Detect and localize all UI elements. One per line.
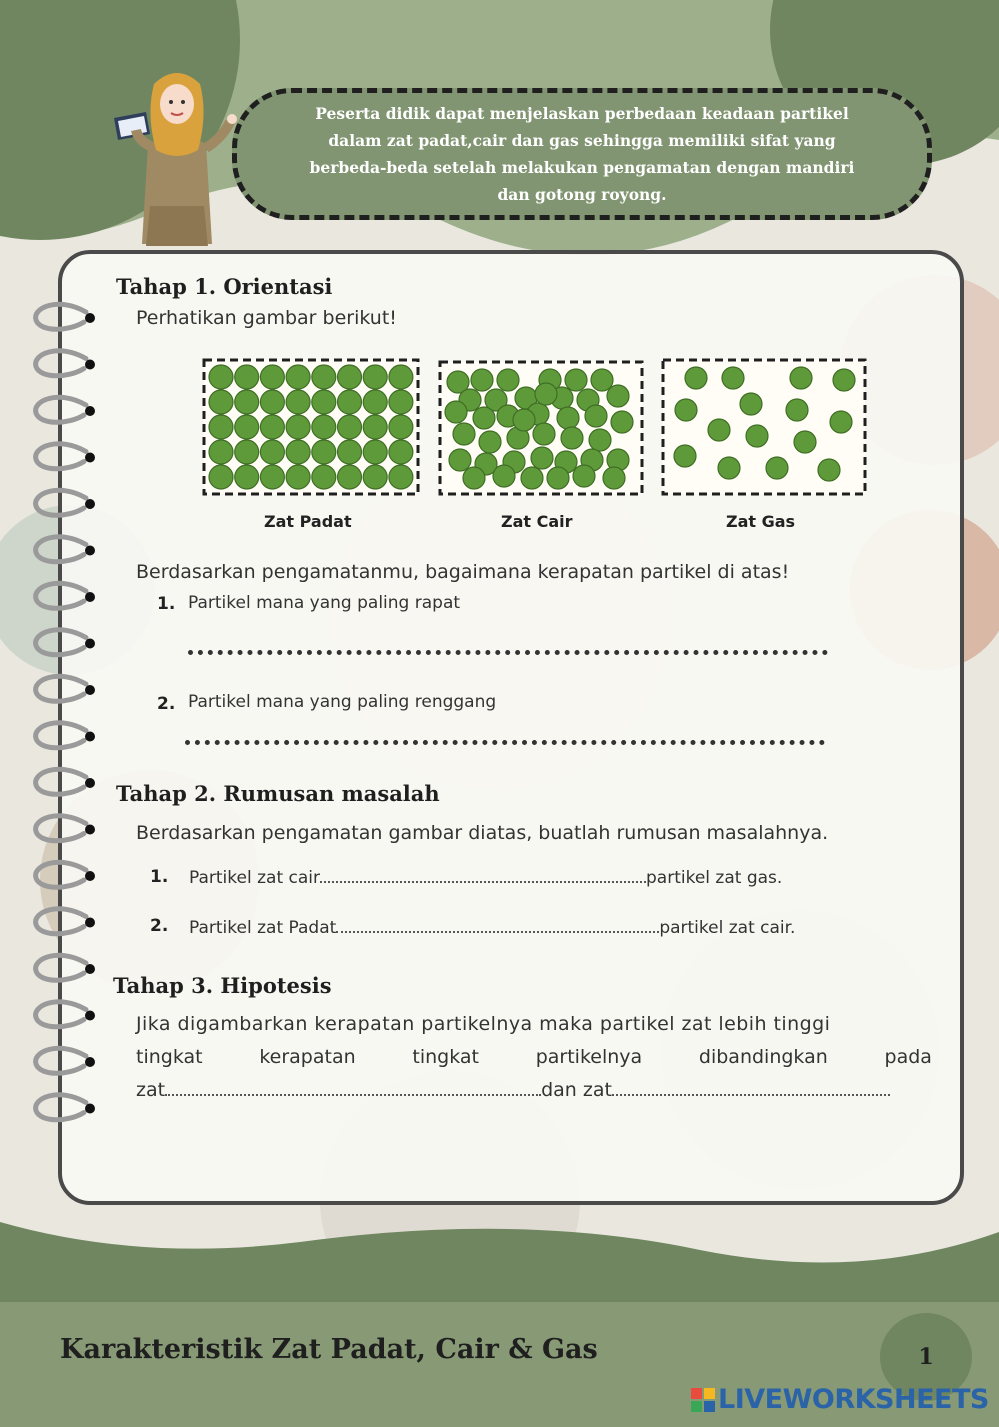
hypothesis-word: tingkat bbox=[136, 1046, 203, 1068]
particle bbox=[312, 440, 336, 464]
problem-1-line bbox=[189, 867, 782, 888]
spiral-ring bbox=[36, 444, 86, 469]
question-1-text: Partikel mana yang paling rapat bbox=[188, 593, 461, 613]
particle bbox=[209, 415, 233, 439]
particle bbox=[363, 440, 387, 464]
solid-label: Zat Padat bbox=[264, 512, 352, 531]
spiral-hole bbox=[85, 778, 95, 788]
particle bbox=[589, 429, 611, 451]
spiral-ring bbox=[36, 583, 86, 608]
particle bbox=[363, 415, 387, 439]
problem-2-input[interactable] bbox=[336, 917, 659, 933]
particle bbox=[235, 365, 259, 389]
teacher-illustration bbox=[110, 66, 245, 248]
gas-label: Zat Gas bbox=[726, 512, 796, 531]
spiral-hole bbox=[85, 499, 95, 509]
problem-1-end: partikel zat gas. bbox=[646, 868, 783, 888]
particle bbox=[338, 390, 362, 414]
spiral-hole bbox=[85, 592, 95, 602]
particle bbox=[790, 367, 812, 389]
spiral-hole bbox=[85, 732, 95, 742]
spiral-hole bbox=[85, 918, 95, 928]
learning-objective-box bbox=[232, 88, 932, 220]
problem-2-line bbox=[189, 917, 795, 938]
particle bbox=[260, 390, 284, 414]
question-1-number: 1. bbox=[157, 594, 176, 614]
solid-particles-diagram bbox=[202, 358, 420, 496]
hypothesis-line-1-text: Jika digambarkan kerapatan partikelnya maka partikel zat lebih tinggi bbox=[136, 1013, 831, 1035]
particle bbox=[312, 465, 336, 489]
particle bbox=[585, 405, 607, 427]
spiral-ring bbox=[36, 909, 86, 934]
particle bbox=[338, 365, 362, 389]
particle bbox=[286, 365, 310, 389]
particle bbox=[235, 390, 259, 414]
particle bbox=[521, 467, 543, 489]
particle bbox=[479, 431, 501, 453]
spiral-hole bbox=[85, 1057, 95, 1067]
particle bbox=[312, 390, 336, 414]
tahap1-heading: Tahap 1. Orientasi bbox=[116, 274, 333, 299]
particle bbox=[685, 367, 707, 389]
particle bbox=[573, 465, 595, 487]
particle bbox=[363, 390, 387, 414]
spiral-hole bbox=[85, 685, 95, 695]
spiral-binding-icon bbox=[28, 292, 108, 1142]
particle bbox=[338, 465, 362, 489]
particle bbox=[557, 407, 579, 429]
liquid-label: Zat Cair bbox=[501, 512, 573, 531]
answer-2-input[interactable] bbox=[185, 740, 825, 745]
particle bbox=[389, 440, 413, 464]
problem-1-number: 1. bbox=[150, 867, 169, 887]
particle bbox=[718, 457, 740, 479]
spiral-hole bbox=[85, 1011, 95, 1021]
hypothesis-line-2 bbox=[136, 1046, 932, 1068]
particle bbox=[286, 415, 310, 439]
particle bbox=[209, 365, 233, 389]
liquid-particles-diagram bbox=[438, 360, 644, 496]
spiral-ring bbox=[36, 955, 86, 980]
particle bbox=[708, 419, 730, 441]
particle bbox=[675, 399, 697, 421]
spiral-ring bbox=[36, 769, 86, 794]
particle bbox=[389, 390, 413, 414]
spiral-ring bbox=[36, 304, 86, 329]
hypothesis-word: pada bbox=[884, 1046, 932, 1068]
particle bbox=[740, 393, 762, 415]
answer-1-input[interactable] bbox=[188, 650, 828, 655]
particle bbox=[531, 447, 553, 469]
hypothesis-line-3 bbox=[136, 1079, 890, 1101]
particle bbox=[611, 411, 633, 433]
tahap2-intro: Berdasarkan pengamatan gambar diatas, buatlah rumusan masalahnya. bbox=[136, 822, 829, 844]
learning-objective-text: Peserta didik dapat menjelaskan perbedaan keadaan partikel dalam zat padat,cair dan gas sehingga memiliki sifat yang berbeda-beda setelah melakukan pengamatan dengan mandiri dan gotong royong. bbox=[309, 104, 855, 204]
liveworksheets-logo-icon bbox=[690, 1387, 716, 1413]
particle bbox=[235, 465, 259, 489]
page-number: 1 bbox=[918, 1344, 934, 1370]
particle bbox=[746, 425, 768, 447]
hypothesis-input-2[interactable] bbox=[612, 1080, 890, 1096]
particle bbox=[445, 401, 467, 423]
particle bbox=[561, 427, 583, 449]
spiral-ring bbox=[36, 490, 86, 515]
particle bbox=[235, 415, 259, 439]
spiral-ring bbox=[36, 1048, 86, 1073]
particle bbox=[607, 385, 629, 407]
spiral-ring bbox=[36, 676, 86, 701]
spiral-ring bbox=[36, 630, 86, 655]
particle bbox=[209, 390, 233, 414]
particle bbox=[260, 465, 284, 489]
particle bbox=[497, 369, 519, 391]
particle bbox=[286, 440, 310, 464]
particle bbox=[286, 465, 310, 489]
particle bbox=[674, 445, 696, 467]
spiral-hole bbox=[85, 453, 95, 463]
particle bbox=[473, 407, 495, 429]
spiral-hole bbox=[85, 825, 95, 835]
particle bbox=[493, 465, 515, 487]
particle bbox=[312, 365, 336, 389]
particle bbox=[260, 365, 284, 389]
hypothesis-word: dibandingkan bbox=[698, 1046, 828, 1068]
particle bbox=[389, 465, 413, 489]
spiral-hole bbox=[85, 406, 95, 416]
particle bbox=[603, 467, 625, 489]
tahap3-heading: Tahap 3. Hipotesis bbox=[113, 973, 332, 998]
particle bbox=[338, 440, 362, 464]
particle bbox=[794, 431, 816, 453]
particle bbox=[591, 369, 613, 391]
particle bbox=[286, 390, 310, 414]
liveworksheets-text: LIVEWORKSHEETS bbox=[718, 1384, 989, 1415]
spiral-ring bbox=[36, 862, 86, 887]
particle bbox=[389, 365, 413, 389]
problem-2-start: Partikel zat Padat bbox=[189, 918, 337, 938]
particle bbox=[312, 415, 336, 439]
particle bbox=[389, 415, 413, 439]
particle bbox=[209, 465, 233, 489]
hypothesis-word: partikelnya bbox=[535, 1046, 643, 1068]
gas-particles-diagram bbox=[661, 358, 867, 496]
tahap1-question-intro: Berdasarkan pengamatanmu, bagaimana kerapatan partikel di atas! bbox=[136, 561, 790, 583]
particle bbox=[453, 423, 475, 445]
problem-1-start: Partikel zat cair bbox=[189, 868, 320, 888]
particle bbox=[449, 449, 471, 471]
particle bbox=[463, 467, 485, 489]
particle bbox=[338, 415, 362, 439]
question-2-text: Partikel mana yang paling renggang bbox=[188, 692, 497, 712]
particle bbox=[260, 440, 284, 464]
particle bbox=[722, 367, 744, 389]
particle bbox=[833, 369, 855, 391]
particle bbox=[535, 383, 557, 405]
liveworksheets-brand[interactable] bbox=[690, 1384, 989, 1415]
hypothesis-word: kerapatan bbox=[259, 1046, 356, 1068]
particle bbox=[513, 409, 535, 431]
hypothesis-line-3-mid: dan zat bbox=[541, 1079, 612, 1101]
particle bbox=[209, 440, 233, 464]
spiral-hole bbox=[85, 313, 95, 323]
spiral-hole bbox=[85, 1104, 95, 1114]
spiral-ring bbox=[36, 816, 86, 841]
tahap1-instruction: Perhatikan gambar berikut! bbox=[136, 307, 397, 329]
spiral-hole bbox=[85, 871, 95, 881]
spiral-ring bbox=[36, 1002, 86, 1027]
particle bbox=[565, 369, 587, 391]
hypothesis-word: tingkat bbox=[412, 1046, 479, 1068]
particle bbox=[547, 467, 569, 489]
spiral-hole bbox=[85, 546, 95, 556]
particle bbox=[786, 399, 808, 421]
spiral-hole bbox=[85, 964, 95, 974]
particle bbox=[471, 369, 493, 391]
particle bbox=[260, 415, 284, 439]
question-2-number: 2. bbox=[157, 694, 176, 714]
particle bbox=[235, 440, 259, 464]
spiral-hole bbox=[85, 360, 95, 370]
hypothesis-input-1[interactable] bbox=[165, 1080, 541, 1096]
particle bbox=[533, 423, 555, 445]
problem-2-end: partikel zat cair. bbox=[659, 918, 796, 938]
particle bbox=[363, 465, 387, 489]
footer-title: Karakteristik Zat Padat, Cair & Gas bbox=[60, 1334, 598, 1365]
problem-2-number: 2. bbox=[150, 916, 169, 936]
particle bbox=[766, 457, 788, 479]
tahap2-heading: Tahap 2. Rumusan masalah bbox=[116, 781, 440, 806]
spiral-ring bbox=[36, 537, 86, 562]
hypothesis-line-3-start: zat bbox=[136, 1079, 166, 1101]
spiral-ring bbox=[36, 351, 86, 376]
spiral-ring bbox=[36, 723, 86, 748]
particle bbox=[363, 365, 387, 389]
spiral-ring bbox=[36, 397, 86, 422]
particle bbox=[830, 411, 852, 433]
problem-1-input[interactable] bbox=[320, 867, 646, 883]
hypothesis-line-1 bbox=[136, 1013, 932, 1035]
spiral-ring bbox=[36, 1095, 86, 1120]
spiral-hole bbox=[85, 639, 95, 649]
particle bbox=[818, 459, 840, 481]
